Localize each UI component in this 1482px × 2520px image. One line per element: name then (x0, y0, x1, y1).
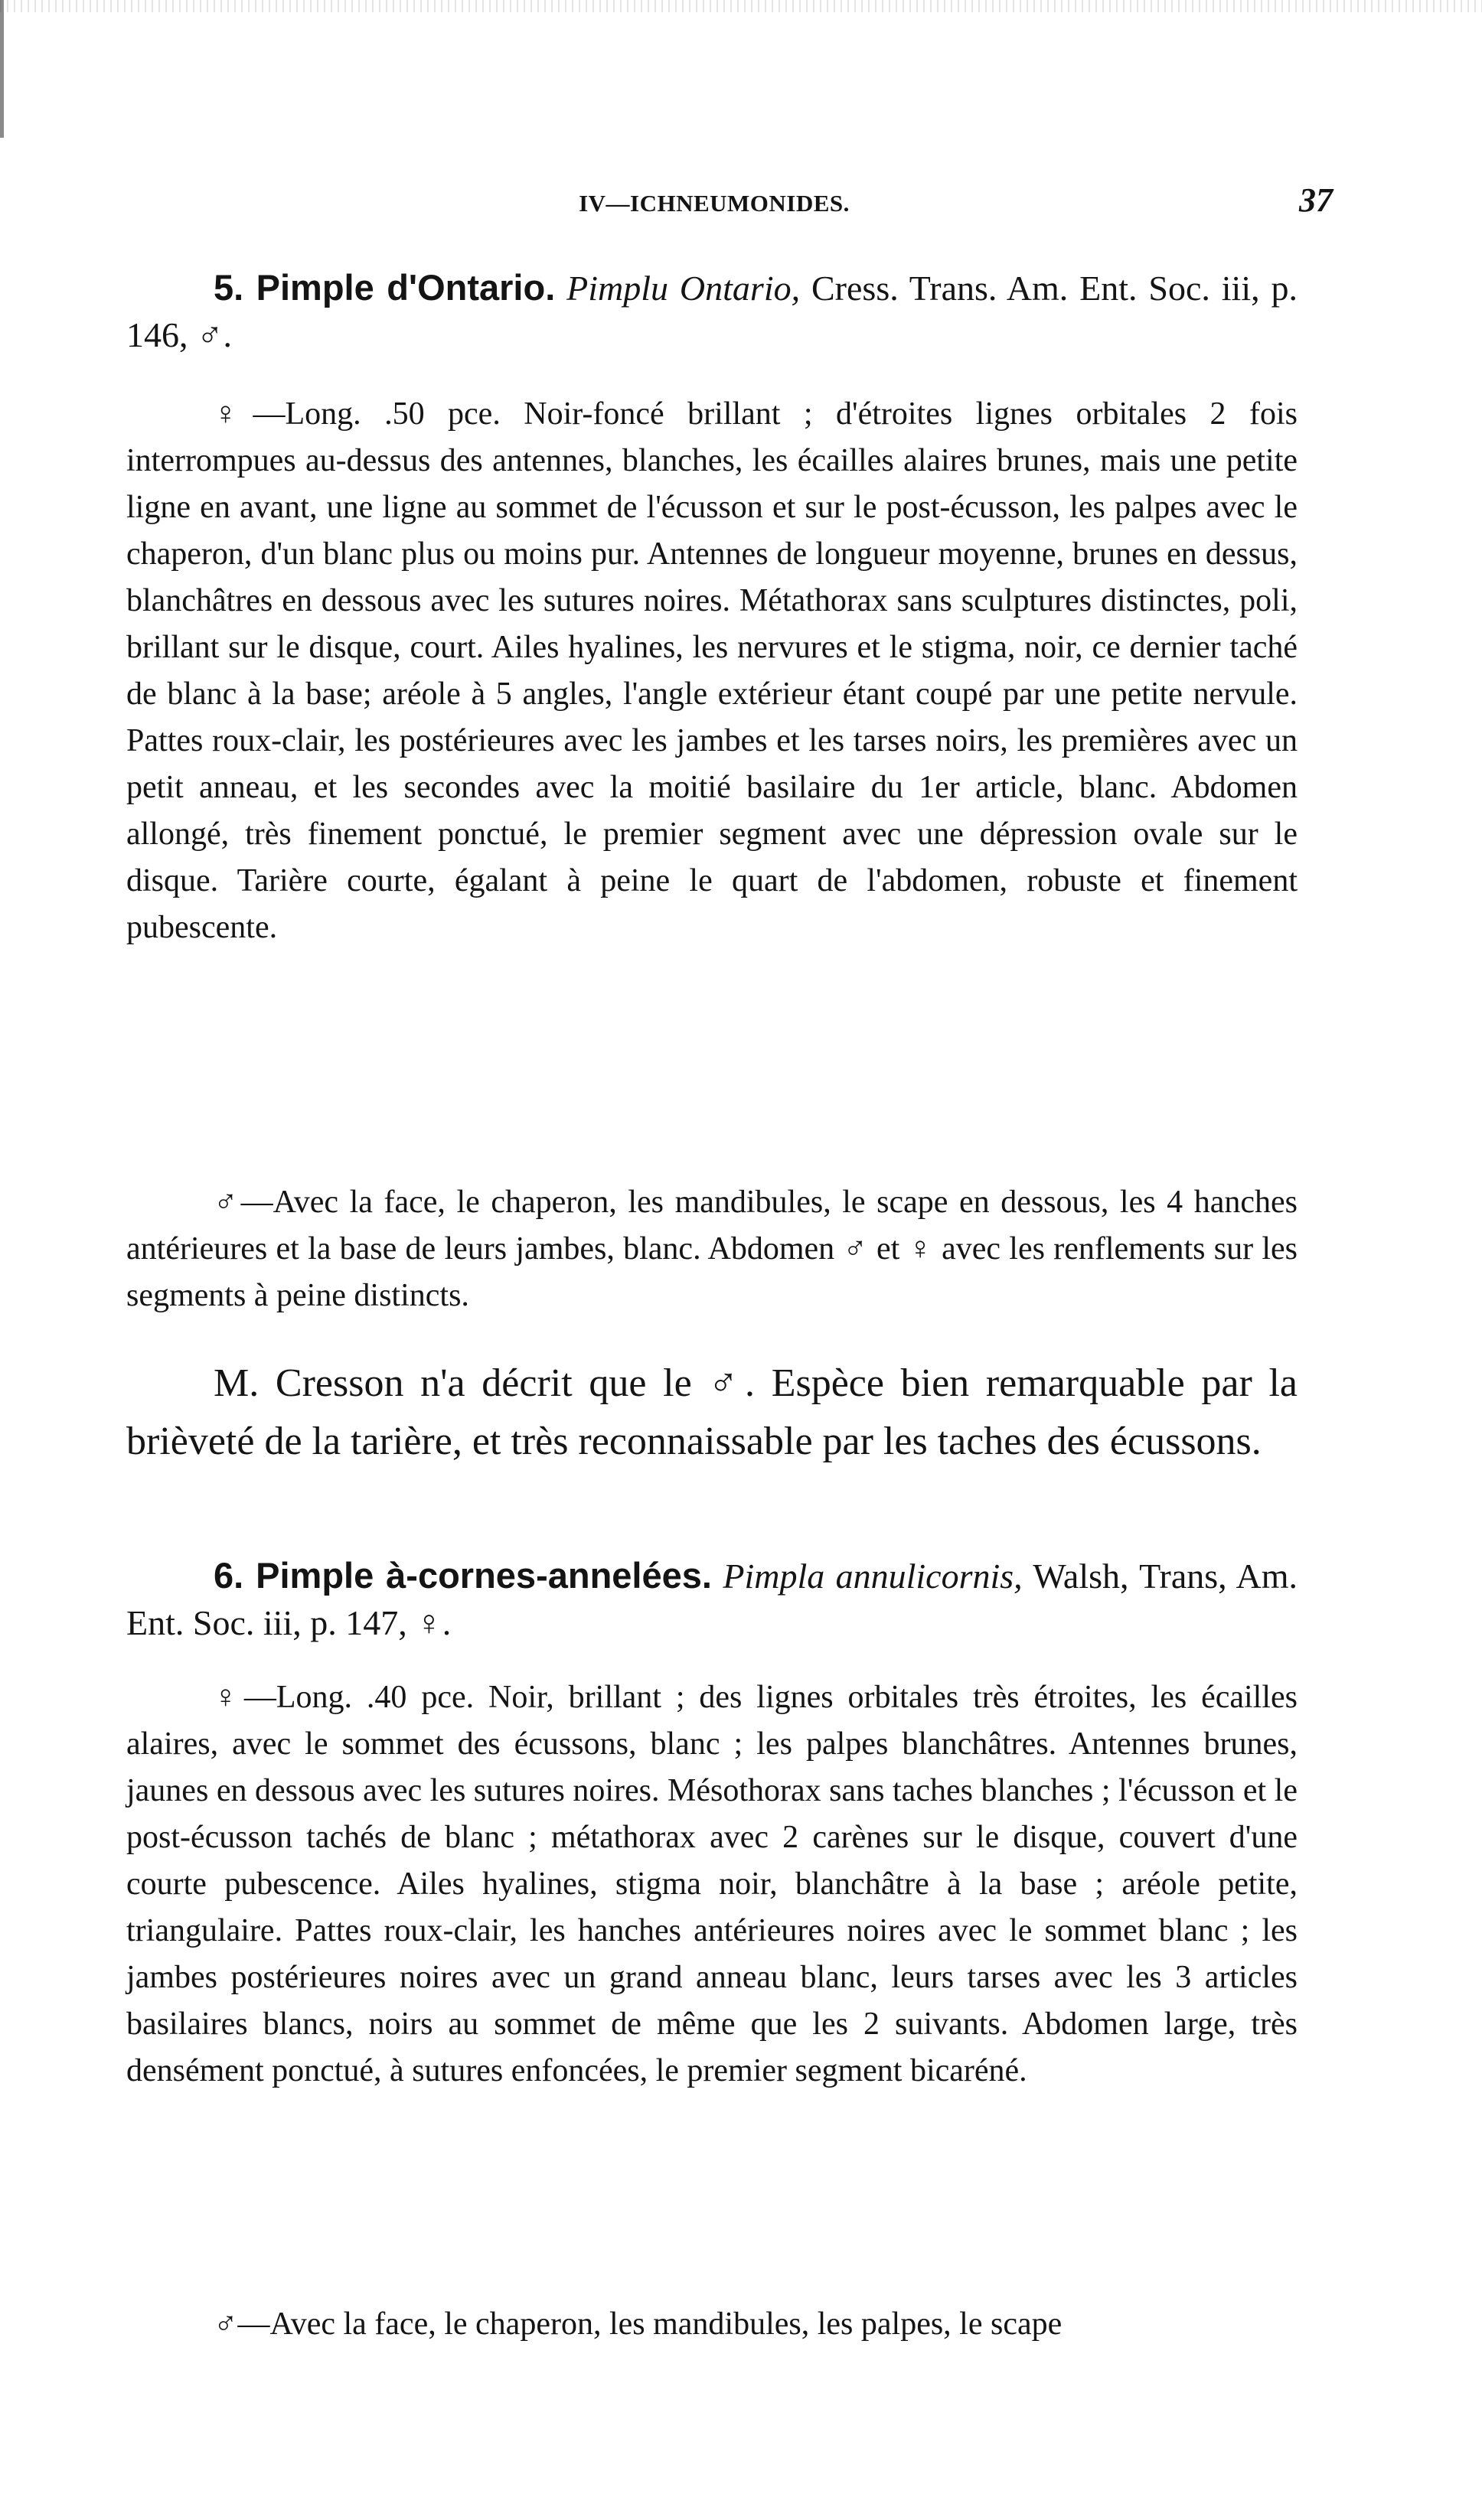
page-header (126, 181, 1333, 230)
species-6-female-paragraph: ♀—Long. .40 pce. Noir, brillant ; des lignes orbitales très étroites, les écailles alaires, avec le sommet des écussons, blanc ; les palpes blanchâtres. Antennes brunes, jaunes en dessous avec les sutures noires. Mésothorax sans taches blanches ; l'écusson et le post-écusson tachés de blanc ; métathorax avec 2 carènes sur le disque, couvert d'une courte pubescence. Ailes hyalines, stigma noir, blanchâtre à la base ; aréole petite, triangulaire. Pattes roux-clair, les hanches antérieures noires avec le sommet blanc ; les jambes postérieures noires avec un grand anneau blanc, leurs tarses avec les 3 articles basilaires blancs, noirs au sommet de même que les 2 suivants. Abdomen large, très densément ponctué, à sutures enfoncées, le premier segment bicaréné. (126, 1680, 1298, 2088)
species-5-remark-paragraph: M. Cresson n'a décrit que le ♂. Espèce bien remarquable par la brièveté de la tarière, et très reconnaissable par les taches des écussons. (126, 1361, 1298, 1463)
species-5-name: 5. Pimple d'Ontario. (214, 267, 556, 308)
species-6-latin-name: Pimpla annulicornis, (723, 1557, 1023, 1596)
species-6-male-paragraph: ♂—Avec la face, le chaperon, les mandibules, les palpes, le scape (214, 2306, 1063, 2342)
scan-edge-shadow (0, 0, 4, 138)
species-5-male-description (126, 1179, 1298, 1319)
species-5-reference: Cress. Trans. Am. Ent. Soc. iii, p. 146, ♂. (126, 269, 1298, 354)
species-6-name: 6. Pimple à-cornes-annelées. (214, 1555, 712, 1596)
species-6-male-description (126, 2301, 1298, 2348)
species-6-reference: Walsh, Trans, Am. Ent. Soc. iii, p. 147, ♀. (126, 1557, 1298, 1642)
scan-edge-noise (0, 0, 1482, 12)
species-6-heading (126, 1552, 1298, 1646)
species-5-male-paragraph: ♂—Avec la face, le chaperon, les mandibules, le scape en dessous, les 4 hanches antérieures et la base de leurs jambes, blanc. Abdomen ♂ et ♀ avec les renflements sur les segments à peine distincts. (126, 1185, 1298, 1313)
species-5-female-description (126, 391, 1298, 951)
species-6-female-description (126, 1674, 1298, 2095)
species-5-heading (126, 264, 1298, 358)
page-number: 37 (1299, 181, 1333, 219)
running-head: IV—ICHNEUMONIDES. (579, 190, 850, 217)
species-5-female-paragraph: ♀—Long. .50 pce. Noir-foncé brillant ; d'étroites lignes orbitales 2 fois interrompues au-dessus des antennes, blanches, les écailles alaires brunes, mais une petite ligne en avant, une ligne au sommet de l'écusson et sur le post-écusson, les palpes avec le chaperon, d'un blanc plus ou moins pur. Antennes de longueur moyenne, brunes en dessus, blanchâtres en dessous avec les sutures noires. Métathorax sans sculptures distinctes, poli, brillant sur le disque, court. Ailes hyalines, les nervures et le stigma, noir, ce dernier taché de blanc à la base; aréole à 5 angles, l'angle extérieur étant coupé par une petite nervule. Pattes roux-clair, les postérieures avec les jambes et les tarses noirs, les premières avec un petit anneau, et les secondes avec la moitié basilaire du 1er article, blanc. Abdomen allongé, très finement ponctué, le premier segment avec une dépression ovale sur le disque. Tarière courte, égalant à peine le quart de l'abdomen, robuste et finement pubescente. (126, 396, 1298, 945)
species-5-latin-name: Pimplu Ontario, (566, 269, 801, 308)
species-5-remark (126, 1355, 1298, 1471)
